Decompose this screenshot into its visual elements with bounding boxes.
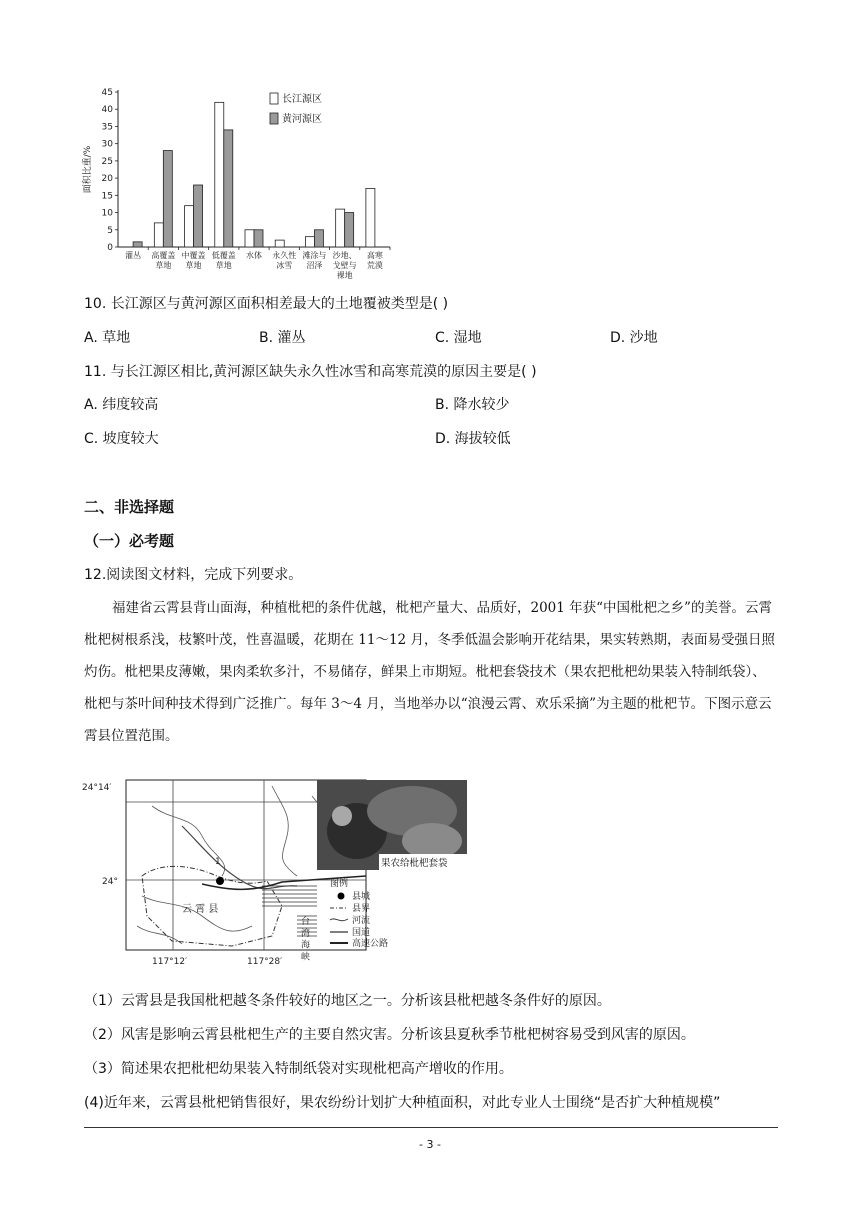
x-tick-label: 永久性 [272, 251, 297, 260]
x-tick-label: 沼泽 [306, 261, 323, 270]
x-tick-label: 中覆盖 [181, 251, 206, 260]
y-tick-label: 10 [101, 208, 113, 219]
q10-option-c: C. 湿地 [435, 330, 482, 346]
legend-title: 图例 [330, 879, 349, 889]
legend-label: 长江源区 [282, 94, 322, 105]
bar-changjiang [336, 209, 345, 247]
lat-label-mid: 24° [102, 877, 118, 887]
legend-expressway: 高速公路 [352, 939, 389, 949]
q11-option-c: C. 坡度较大 [84, 431, 159, 447]
x-tick-label: 荒漠 [366, 261, 383, 270]
legend-swatch [270, 113, 278, 124]
x-tick-label: 高覆盖 [151, 251, 176, 260]
bar-huanghe [314, 230, 323, 247]
bar-changjiang [305, 237, 314, 247]
sub-question-4: (4)近年来，云霄县枇杷销售很好，果农纷纷计划扩大种植面积，对此专业人士围绕“是否扩大种植规模” [84, 1095, 721, 1111]
legend-national-road: 国道 [352, 928, 371, 938]
bar-huanghe [224, 130, 233, 247]
q10-option-b: B. 灌丛 [259, 330, 306, 346]
bar-changjiang [245, 230, 254, 247]
bar-changjiang [366, 188, 375, 247]
y-tick-label: 35 [101, 122, 113, 133]
y-tick-label: 30 [101, 139, 113, 150]
map-marker-label: 1 [215, 857, 221, 867]
y-tick-label: 15 [101, 191, 113, 202]
q11-option-a: A. 纬度较高 [84, 397, 159, 413]
q11-option-b: B. 降水较少 [435, 397, 510, 413]
x-tick-label: 冰雪 [276, 261, 293, 270]
yunxiao-location-map [82, 776, 482, 974]
sub-question-1: （1）云霄县是我国枇杷越冬条件较好的地区之一。分析该县枇杷越冬条件好的原因。 [84, 993, 611, 1009]
q10-option-a: A. 草地 [84, 330, 131, 346]
x-tick-label: 裸地 [336, 271, 353, 280]
footer-divider [84, 1127, 778, 1128]
x-tick-label: 沙地、 [332, 251, 357, 260]
bar-changjiang [154, 223, 163, 247]
bar-huanghe [163, 151, 172, 247]
question-12-stem: 12.阅读图文材料，完成下列要求。 [84, 567, 303, 583]
bar-huanghe [345, 213, 354, 247]
sub-question-2: （2）风害是影响云霄县枇杷生产的主要自然灾害。分析该县夏秋季节枇杷树容易受到风害的原因。 [84, 1027, 695, 1043]
question-12-material: 福建省云霄县背山面海，种植枇杷的条件优越，枇杷产量大、品质好，2001 年获“中国枇杷之乡”的美誉。云霄枇杷树根系浅，枝繁叶茂，性喜温暖，花期在 11～12 月，冬季低温会影响开花结果，果实转熟期，表面易受强日照灼伤。枇杷果皮薄嫩，果肉柔软多汁，不易储存，鲜果上市期短。枇杷套袋技术（果农把枇杷幼果装入特制纸袋）、枇杷与茶叶间种技术得到广泛推广。每年 3～4 月，当地举办以“浪漫云霄、欢乐采摘”为主题的枇杷节。下图示意云霄县位置范围。 [84, 600, 775, 744]
lat-label-top: 24°14′ [82, 783, 112, 793]
bar-changjiang [275, 240, 284, 247]
y-tick-label: 5 [107, 225, 113, 236]
bar-huanghe [254, 230, 263, 247]
x-tick-label: 低覆盖 [211, 251, 236, 260]
legend-label: 黄河源区 [282, 114, 322, 125]
bar-huanghe [133, 242, 142, 247]
sea-label: 台 湾 海 峡 [299, 916, 309, 961]
sub-question-3: （3）简述果农把枇杷幼果装入特制纸袋对实现枇杷高产增收的作用。 [84, 1061, 513, 1077]
page-number: - 3 - [419, 1138, 441, 1151]
y-tick-label: 20 [101, 174, 113, 185]
lon-label-left: 117°12′ [152, 957, 188, 967]
legend-river: 河流 [352, 916, 371, 926]
lon-label-right: 117°28′ [247, 957, 283, 967]
x-tick-label: 高寒 [366, 251, 383, 260]
q11-option-d: D. 海拔较低 [435, 431, 511, 447]
y-tick-label: 25 [101, 156, 113, 167]
bar-changjiang [215, 102, 224, 247]
bar-changjiang [185, 206, 194, 247]
y-axis-title: 面积比重/% [83, 145, 93, 194]
county-label: 云 霄 县 [182, 904, 219, 915]
y-tick-label: 45 [101, 88, 113, 98]
x-tick-label: 灌丛 [125, 251, 142, 260]
x-tick-label: 滩涂与 [302, 251, 327, 260]
section-heading: 二、非选择题 [84, 498, 175, 516]
bar-huanghe [194, 185, 203, 247]
question-11-stem: 11. 与长江源区相比,黄河源区缺失永久性冰雪和高寒荒漠的原因主要是( ) [84, 364, 537, 380]
y-tick-label: 40 [101, 105, 113, 116]
subsection-heading: （一）必考题 [84, 532, 175, 550]
x-tick-label: 水体 [246, 251, 262, 260]
x-tick-label: 草地 [185, 261, 202, 270]
x-tick-label: 草地 [155, 261, 172, 270]
photo-caption: 果农给枇杷套袋 [381, 858, 448, 869]
q10-option-d: D. 沙地 [610, 330, 658, 346]
question-10-stem: 10. 长江源区与黄河源区面积相差最大的土地覆被类型是( ) [84, 296, 449, 312]
legend-swatch [270, 93, 278, 104]
legend-county-boundary: 县界 [352, 904, 371, 914]
y-tick-label: 0 [107, 243, 113, 253]
x-tick-label: 戈壁与 [332, 261, 357, 270]
land-cover-bar-chart [82, 84, 397, 284]
x-tick-label: 草地 [215, 261, 232, 270]
legend-county-seat: 县城 [352, 892, 371, 902]
